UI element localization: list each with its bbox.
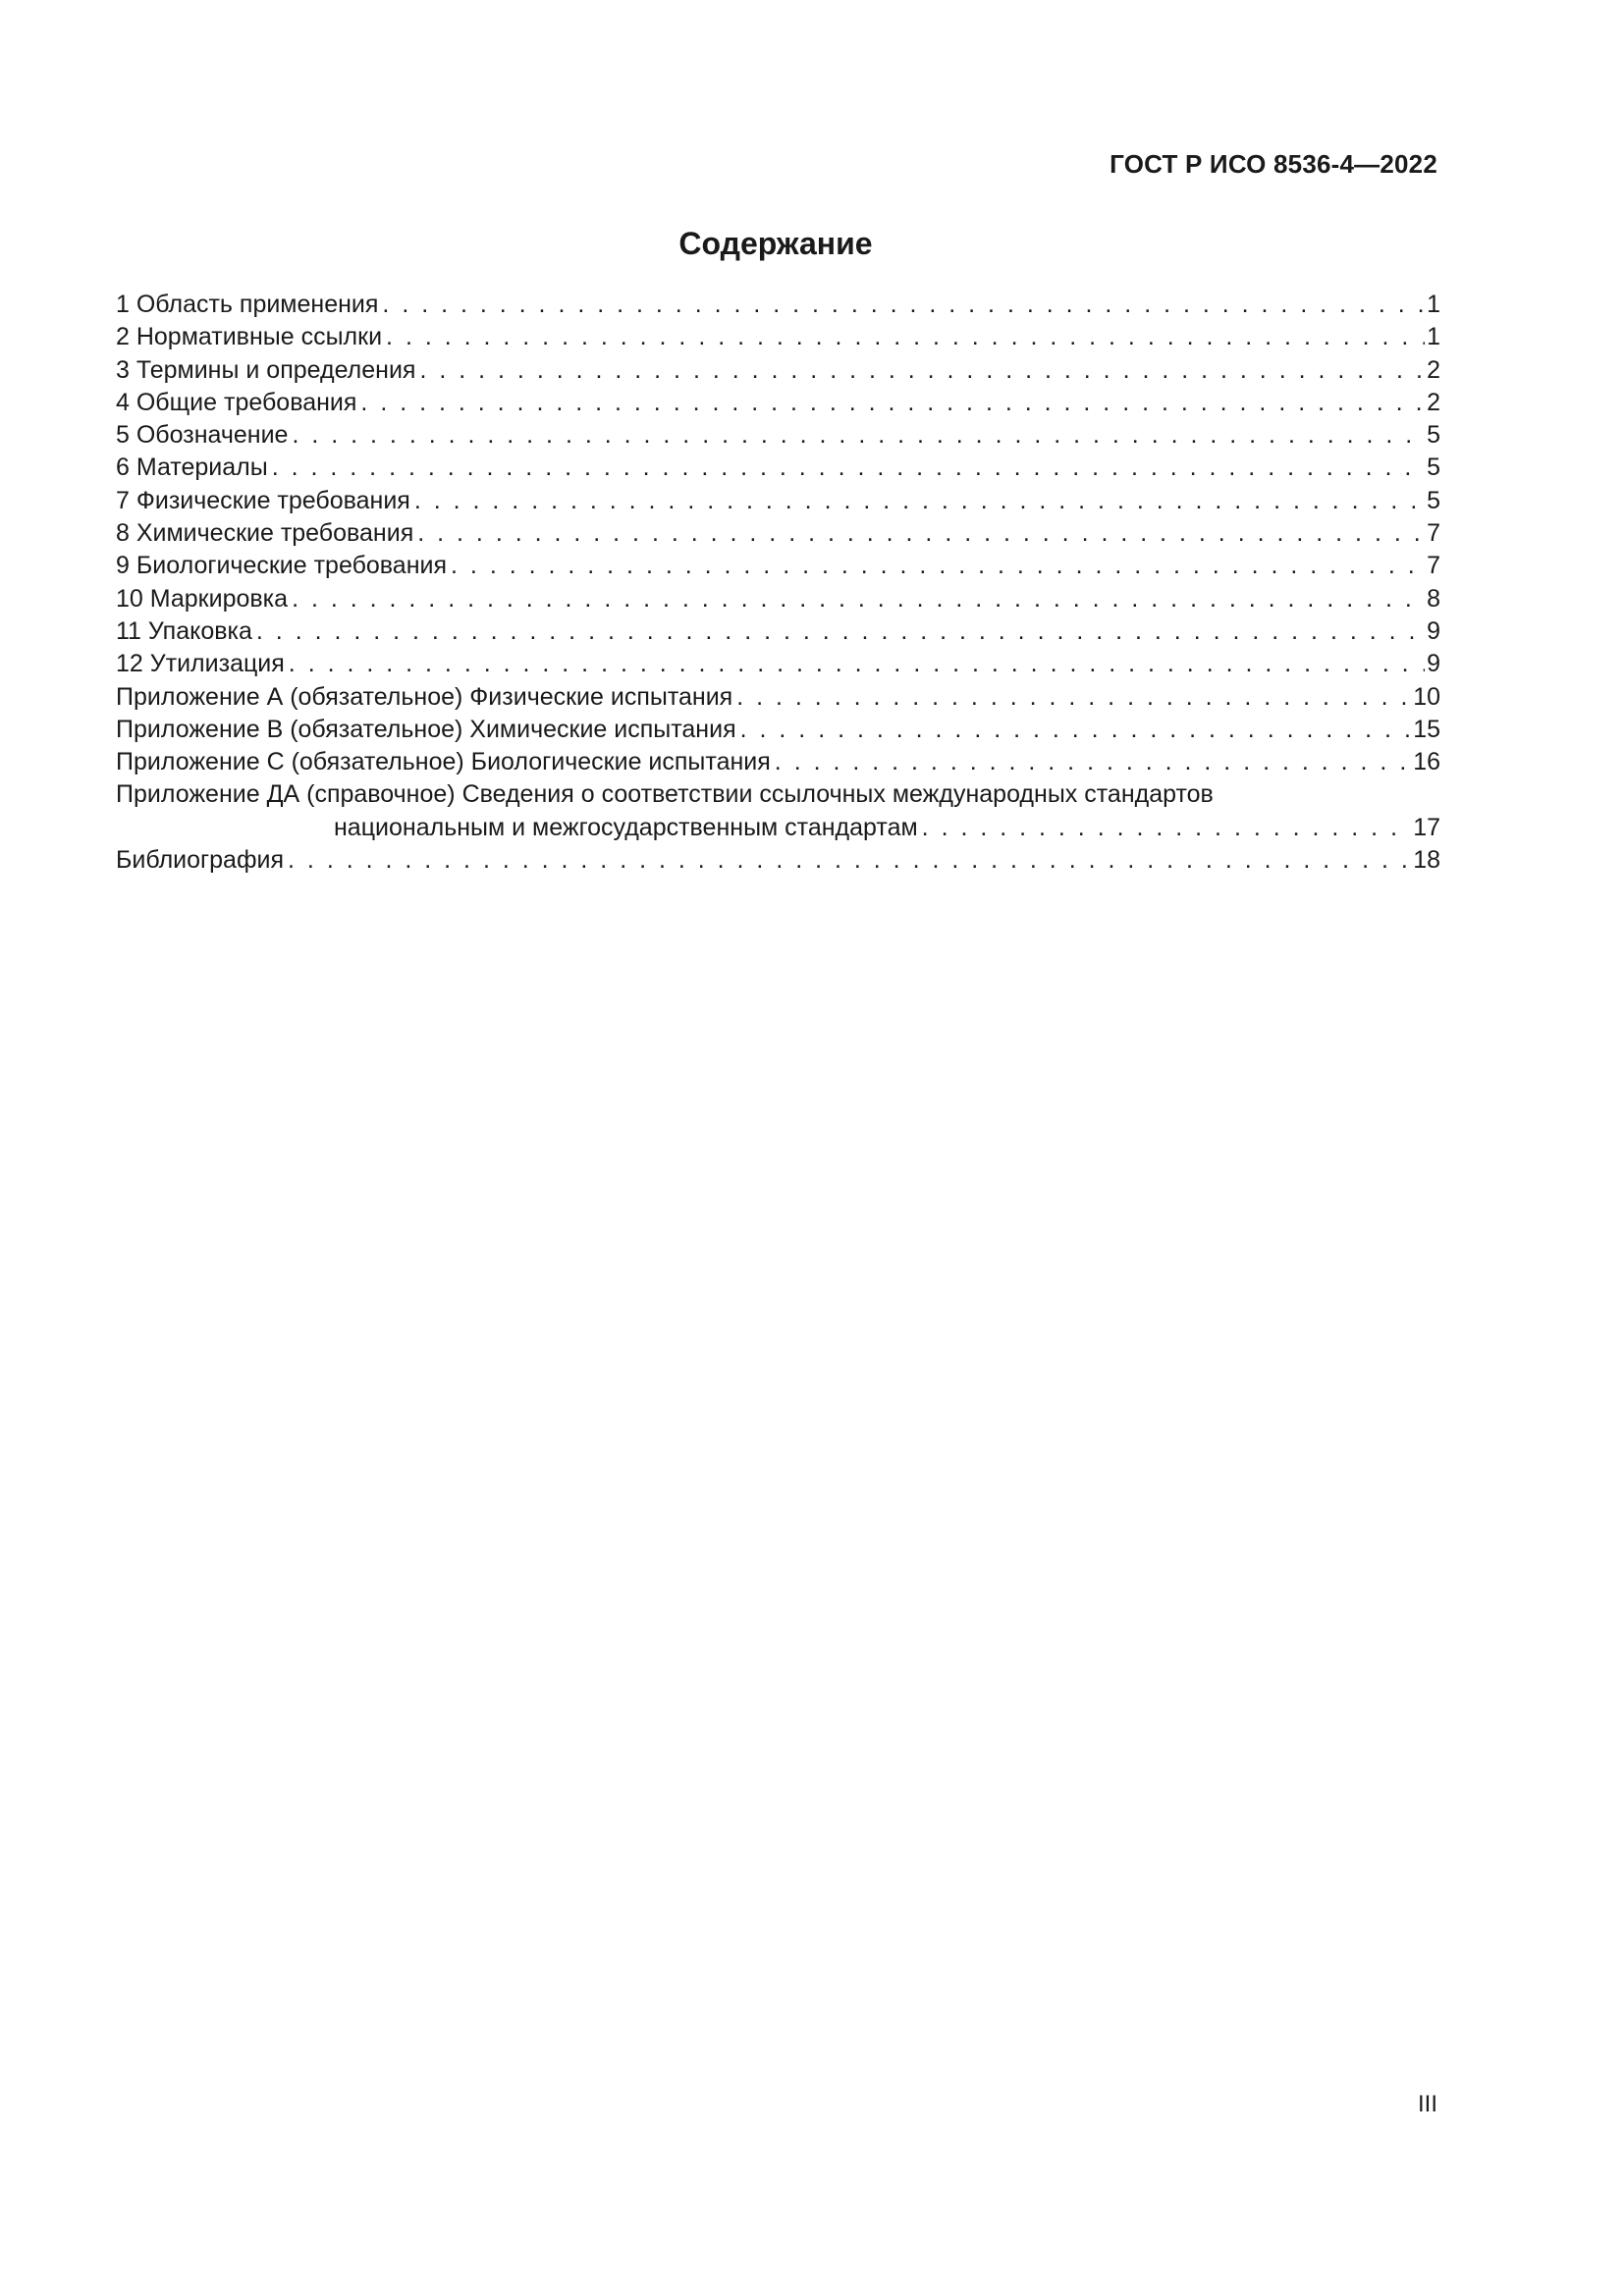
toc-entry-annex-a[interactable]: [116, 681, 1440, 714]
toc-entry-label: 5 Обозначение: [116, 421, 289, 450]
leader-dots: [289, 648, 1425, 680]
toc-entry-scope[interactable]: [116, 289, 1440, 321]
toc-entry-label: 2 Нормативные ссылки: [116, 323, 383, 351]
toc-entry-label: 11 Упаковка: [116, 616, 252, 645]
table-of-contents: [116, 289, 1440, 877]
toc-title: Содержание: [678, 226, 873, 261]
toc-entry-page: 17: [1413, 813, 1440, 841]
toc-entry-continuation: [116, 812, 1440, 844]
toc-entry-label: 9 Биологические требования: [116, 552, 448, 580]
toc-entry-marking[interactable]: [116, 583, 1440, 615]
toc-entry-label: Приложение А (обязательное) Физические испытания: [116, 682, 733, 711]
toc-entry-label: Приложение С (обязательное) Биологические испытания: [116, 748, 771, 776]
toc-entry-label: 10 Маркировка: [116, 584, 289, 613]
toc-entry-page: 2: [1427, 355, 1440, 384]
leader-dots: [775, 746, 1411, 778]
leader-dots: [256, 615, 1425, 648]
toc-entry-normative-references[interactable]: [116, 321, 1440, 353]
leader-dots: [292, 419, 1425, 452]
leader-dots: [414, 485, 1425, 517]
toc-entry-terms[interactable]: [116, 354, 1440, 387]
leader-dots: [386, 321, 1425, 353]
toc-entry-page: 10: [1413, 682, 1440, 711]
toc-entry-page: 1: [1427, 323, 1440, 351]
toc-entry-disposal[interactable]: [116, 648, 1440, 680]
toc-entry-label: Библиография: [116, 846, 285, 875]
page-number: III: [1417, 2091, 1437, 2117]
toc-entry-page: 2: [1427, 388, 1440, 416]
leader-dots: [740, 714, 1412, 746]
toc-entry-label-line1: Приложение ДА (справочное) Сведения о соответствии ссылочных международных стандартов: [116, 780, 1214, 809]
toc-entry-label-line2: национальным и межгосударственным стандартам: [334, 813, 918, 841]
leader-dots: [272, 452, 1425, 484]
leader-dots: [292, 583, 1425, 615]
toc-entry-annex-b[interactable]: [116, 714, 1440, 746]
toc-entry-chemical-requirements[interactable]: [116, 517, 1440, 550]
toc-entry-label: Приложение В (обязательное) Химические испытания: [116, 715, 736, 743]
toc-entry-page: 18: [1413, 846, 1440, 875]
document-code: ГОСТ Р ИСО 8536-4—2022: [1110, 149, 1437, 179]
toc-entry-annex-c[interactable]: [116, 746, 1440, 778]
leader-dots: [417, 517, 1425, 550]
toc-entry-label: 8 Химические требования: [116, 519, 414, 548]
toc-entry-page: 9: [1427, 616, 1440, 645]
toc-entry-packaging[interactable]: [116, 615, 1440, 648]
toc-entry-page: 1: [1427, 291, 1440, 318]
toc-entry-physical-requirements[interactable]: [116, 485, 1440, 517]
leader-dots: [360, 387, 1425, 419]
leader-dots: [922, 812, 1412, 844]
toc-entry-label: 12 Утилизация: [116, 650, 285, 678]
toc-entry-page: 15: [1413, 715, 1440, 743]
toc-entry-general-requirements[interactable]: [116, 387, 1440, 419]
toc-entry-annex-da[interactable]: [116, 778, 1440, 844]
leader-dots: [419, 354, 1425, 387]
toc-entry-label: 1 Область применения: [116, 291, 379, 318]
toc-entry-label: 4 Общие требования: [116, 388, 357, 416]
toc-entry-biological-requirements[interactable]: [116, 550, 1440, 582]
toc-entry-label: 6 Материалы: [116, 454, 268, 482]
leader-dots: [288, 844, 1411, 877]
toc-entry-page: 8: [1427, 584, 1440, 613]
toc-entry-label: 7 Физические требования: [116, 486, 410, 514]
leader-dots: [382, 289, 1425, 321]
toc-entry-designation[interactable]: [116, 419, 1440, 452]
toc-entry-page: 7: [1427, 519, 1440, 548]
toc-entry-materials[interactable]: [116, 452, 1440, 484]
leader-dots: [736, 681, 1411, 714]
toc-entry-page: 7: [1427, 552, 1440, 580]
leader-dots: [451, 550, 1425, 582]
toc-entry-page: 5: [1427, 486, 1440, 514]
toc-entry-page: 5: [1427, 454, 1440, 482]
toc-entry-label: 3 Термины и определения: [116, 355, 416, 384]
toc-entry-page: 9: [1427, 650, 1440, 678]
toc-entry-bibliography[interactable]: [116, 844, 1440, 877]
toc-entry-page: 5: [1427, 421, 1440, 450]
toc-entry-page: 16: [1413, 748, 1440, 776]
